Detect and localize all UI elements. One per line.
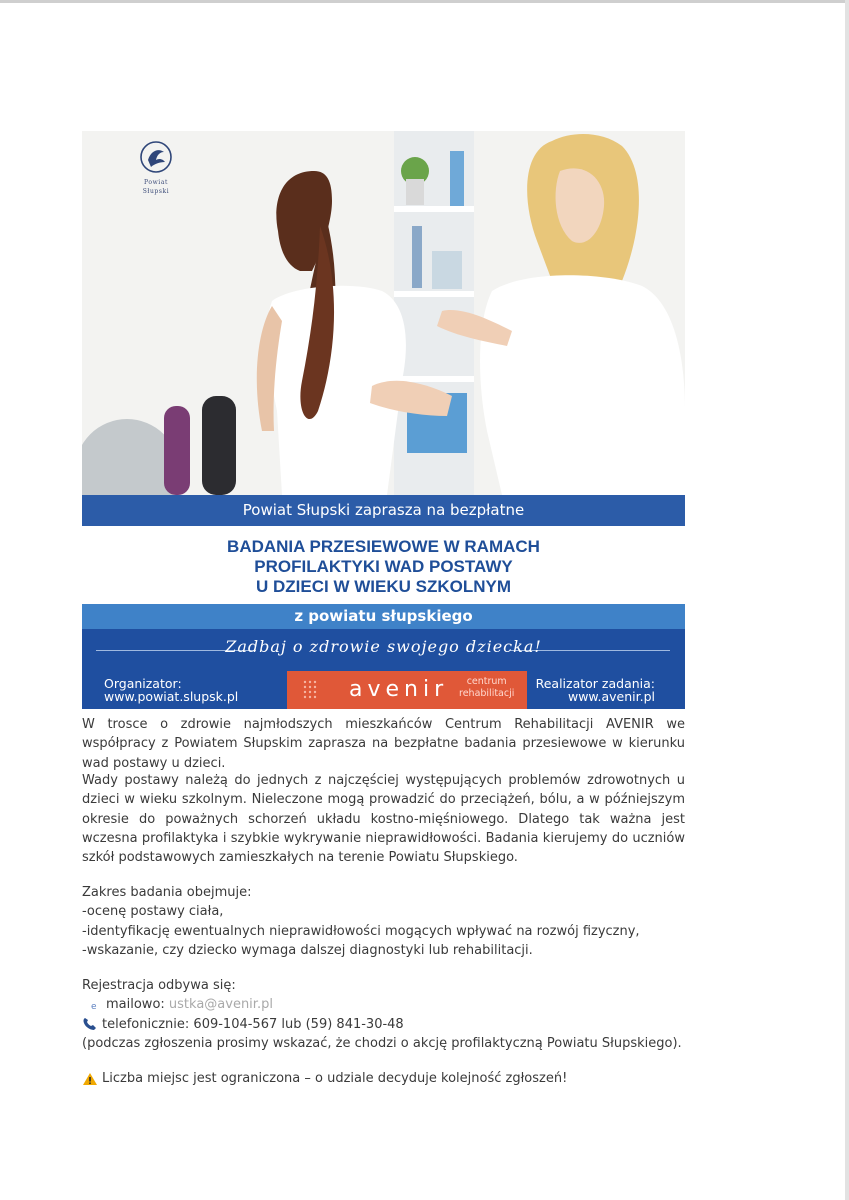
mail-icon — [88, 999, 100, 1011]
mail-link[interactable]: ustka@avenir.pl — [168, 997, 273, 1013]
registration-section — [82, 976, 685, 1053]
logo-line-1: Powiat — [143, 179, 169, 186]
organizer-label: Organizator: — [104, 676, 182, 691]
partners-banner — [82, 671, 685, 709]
avenir-subtitle — [459, 676, 514, 700]
problem-paragraph: Wady postawy należą do jednych z najczęściej występujących problemów zdrowotnych u dzieci w wieku szkolnym. Nieleczone mogą prowadzić do przeciążeń, bólu, a w późniejszym okresie do poważnych schorzeń układu kostno-mięśniowego. Dlatego tak ważna jest wczesna profilaktyka i szybkie wykrywanie nieprawidłowości. Badania kierujemy do uczniów szkół podstawowych zamieszkałych na terenie Powiatu Słupskiego. — [82, 773, 685, 866]
headline-line-2: PROFILAKTYKI WAD POSTAWY — [254, 557, 513, 576]
phone-icon — [82, 1017, 98, 1031]
registration-note: (podczas zgłoszenia prosimy wskazać, że chodzi o akcję profilaktyczną Powiatu Słupskiego). — [82, 1035, 682, 1051]
realizer-url[interactable]: www.avenir.pl — [567, 689, 655, 704]
headline-line-3: U DZIECI W WIEKU SZKOLNYM — [256, 577, 511, 596]
intro-paragraph: W trosce o zdrowie najmłodszych mieszkańców Centrum Rehabilitacji AVENIR we współpracy z Powiatem Słupskim zaprasza na bezpłatne badania przesiewowe w kierunku wad postawy u dzieci. — [82, 717, 685, 771]
slogan-banner — [82, 629, 685, 671]
organizer-url[interactable]: www.powiat.slupsk.pl — [104, 689, 239, 704]
registration-title: Rejestracja odbywa się: — [82, 978, 236, 993]
region-banner: z powiatu słupskiego — [82, 604, 685, 629]
phone-text: telefonicznie: 609-104-567 lub (59) 841-30-48 — [102, 1016, 404, 1032]
mail-label: mailowo: — [106, 997, 169, 1013]
realizer-label: Realizator zadania: — [535, 676, 655, 691]
powiat-logo — [132, 140, 180, 196]
realizer — [536, 677, 655, 703]
registration-mail — [82, 995, 685, 1014]
avenir-wordmark: avenir — [349, 677, 449, 702]
avenir-subtitle-2: rehabilitacji — [459, 688, 515, 699]
svg-text:e: e — [91, 1001, 97, 1011]
warning-text: Liczba miejsc jest ograniczona – o udziale decyduje kolejność zgłoszeń! — [102, 1071, 568, 1086]
scan-edge — [0, 0, 849, 3]
powiat-emblem-icon — [139, 140, 173, 174]
registration-phone — [82, 1015, 685, 1034]
scope-title: Zakres badania obejmuje: — [82, 885, 252, 900]
headline-line-1: BADANIA PRZESIEWOWE W RAMACH — [227, 537, 540, 556]
avenir-logo — [287, 671, 527, 709]
headline — [82, 537, 685, 597]
avenir-subtitle-1: centrum — [466, 676, 507, 687]
logo-line-2: Słupski — [142, 188, 170, 195]
invite-banner: Powiat Słupski zaprasza na bezpłatne — [82, 495, 685, 526]
scope-item: -identyfikację ewentualnych nieprawidłowości mogących wpływać na rozwój fizyczny, — [82, 923, 640, 939]
warning-line — [82, 1069, 685, 1088]
scope-item: -wskazanie, czy dziecko wymaga dalszej diagnostyki lub rehabilitacji. — [82, 942, 533, 958]
scan-edge — [845, 0, 849, 1200]
slogan: Zadbaj o zdrowie swojego dziecka! — [225, 637, 542, 656]
warning-icon — [82, 1072, 98, 1086]
organizer — [104, 677, 238, 703]
dots-icon — [303, 680, 317, 700]
scope-item: -ocenę postawy ciała, — [82, 904, 224, 920]
scope-section — [82, 883, 685, 960]
